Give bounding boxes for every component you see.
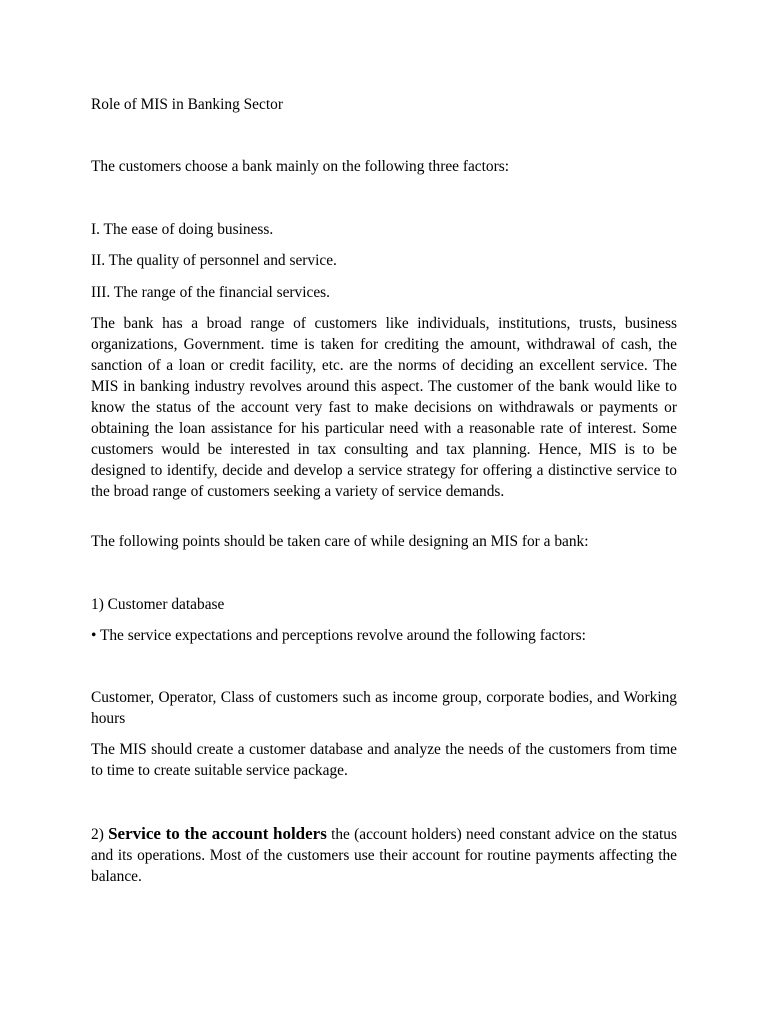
point-1-bullet: • The service expectations and perceptions revolve around the following factors: [91,627,586,644]
point-1-heading: 1) Customer database [91,596,225,613]
body-paragraph: The bank has a broad range of customers like individuals, institutions, trusts, business organizations, Government. time is taken for crediting the amount, withdrawal of cash, the sanction of a loan or credit facility, etc. are the norms of deciding an excellent service. The MIS in banking industry revolves around this aspect. The customer of the bank would like to know the status of the account very fast to make decisions on withdrawals or payments or obtaining the loan assistance for his particular need with a reasonable rate of interest. Some customers would be interested in tax consulting and tax planning. Hence, MIS is to be designed to identify, decide and develop a service strategy for offering a distinctive service to the broad range of customers seeking a variety of service demands. [91,315,677,500]
factor-item-1: I. The ease of doing business. [91,221,274,238]
intro-text: The customers choose a bank mainly on the following three factors: [91,158,509,175]
point-1-factors: Customer, Operator, Class of customers such as income group, corporate bodies, and Working hours [91,689,677,727]
factor-item-2: II. The quality of personnel and service. [91,252,337,269]
point-2-paragraph [91,823,677,887]
point-1-description: The MIS should create a customer database and analyze the needs of the customers from time to time to create suitable service package. [91,741,677,779]
point-2-bold-lead: Service to the account holders [108,824,327,843]
point-2-text: the (account holders) need constant advice on the status and its operations. Most of the customers use their account for routine payments affecting the balance. [91,826,677,885]
points-intro: The following points should be taken care of while designing an MIS for a bank: [91,533,589,550]
point-2-number: 2) [91,826,109,843]
document-title: Role of MIS in Banking Sector [91,96,283,113]
factor-item-3: III. The range of the financial services. [91,284,331,301]
